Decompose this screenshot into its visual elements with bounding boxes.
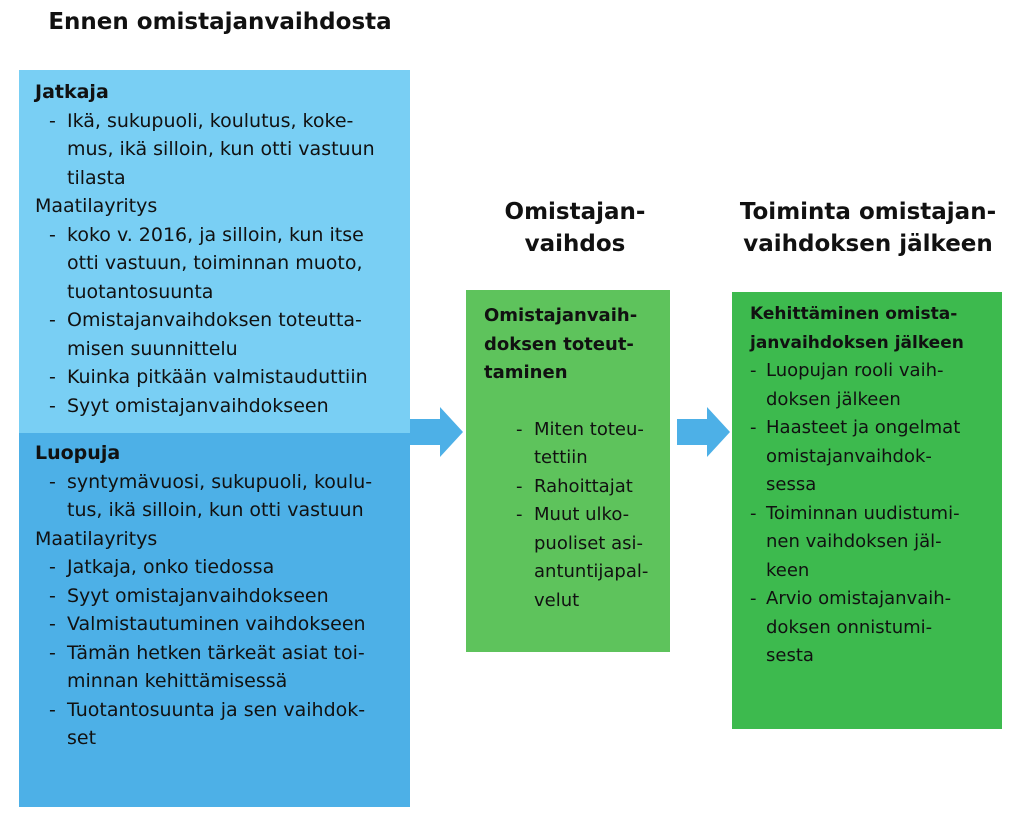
list-item: - syntymävuosi, sukupuoli, koulu- tus, ikä silloin, kun otti vastuun bbox=[35, 468, 394, 525]
arrow-shape bbox=[677, 407, 730, 457]
list-item: - Ikä, sukupuoli, koulutus, koke- mus, ikä silloin, kun otti vastuun tilasta bbox=[35, 107, 394, 193]
jatkaja-farm-label: Maatilayritys bbox=[35, 195, 158, 217]
list-item: - Rahoittajat bbox=[484, 473, 656, 502]
jatkaja-box bbox=[19, 70, 410, 433]
jatkaja-farm-items bbox=[35, 221, 394, 421]
list-item: - Toiminnan uudistumi- nen vaihdoksen jäl- keen bbox=[750, 500, 988, 586]
list-item: - koko v. 2016, ja silloin, kun itse otti vastuun, toiminnan muoto, tuotantosuunta bbox=[35, 221, 394, 307]
heading-before-transfer: Ennen omistajanvaihdosta bbox=[48, 9, 392, 35]
list-item: - Luopujan rooli vaih- doksen jälkeen bbox=[750, 357, 988, 414]
list-item: - Muut ulko- puoliset asi- antuntijapal- velut bbox=[484, 501, 656, 615]
jatkaja-items bbox=[35, 107, 394, 193]
luopuja-farm-label: Maatilayritys bbox=[35, 527, 158, 550]
transfer-title: Omistajanvaih- doksen toteut- taminen bbox=[484, 305, 638, 383]
heading-transfer: Omistajan- vaihdos bbox=[504, 199, 646, 257]
after-title: Kehittäminen omista- janvaihdoksen jälkeen bbox=[750, 304, 964, 353]
list-item: - Haasteet ja ongelmat omistajanvaihdok- sessa bbox=[750, 414, 988, 500]
luopuja-items bbox=[35, 468, 394, 525]
arrow-right-icon bbox=[677, 405, 731, 459]
luopuja-title: Luopuja bbox=[35, 442, 121, 464]
list-item: - Omistajanvaihdoksen toteutta- misen suunnittelu bbox=[35, 306, 394, 363]
arrow-right-icon bbox=[410, 405, 464, 459]
list-item: - Miten toteu- tettiin bbox=[484, 416, 656, 473]
transfer-box bbox=[466, 290, 670, 652]
after-items bbox=[750, 357, 988, 671]
list-item: - Tämän hetken tärkeät asiat toi- minnan kehittämisessä bbox=[35, 639, 394, 696]
arrow-shape bbox=[410, 407, 463, 457]
luopuja-farm-items bbox=[35, 553, 394, 753]
after-box bbox=[732, 292, 1002, 729]
list-item: - Kuinka pitkään valmistauduttiin bbox=[35, 363, 394, 392]
luopuja-box bbox=[19, 433, 410, 807]
list-item: - Valmistautuminen vaihdokseen bbox=[35, 610, 394, 639]
transfer-items bbox=[484, 416, 656, 616]
list-item: - Syyt omistajanvaihdokseen bbox=[35, 582, 394, 611]
heading-after-transfer: Toiminta omistajan- vaihdoksen jälkeen bbox=[739, 199, 997, 257]
list-item: - Arvio omistajanvaih- doksen onnistumi- sesta bbox=[750, 585, 988, 671]
list-item: - Tuotantosuunta ja sen vaihdok- set bbox=[35, 696, 394, 753]
list-item: - Syyt omistajanvaihdokseen bbox=[35, 392, 394, 421]
list-item: - Jatkaja, onko tiedossa bbox=[35, 553, 394, 582]
jatkaja-title: Jatkaja bbox=[35, 81, 109, 103]
